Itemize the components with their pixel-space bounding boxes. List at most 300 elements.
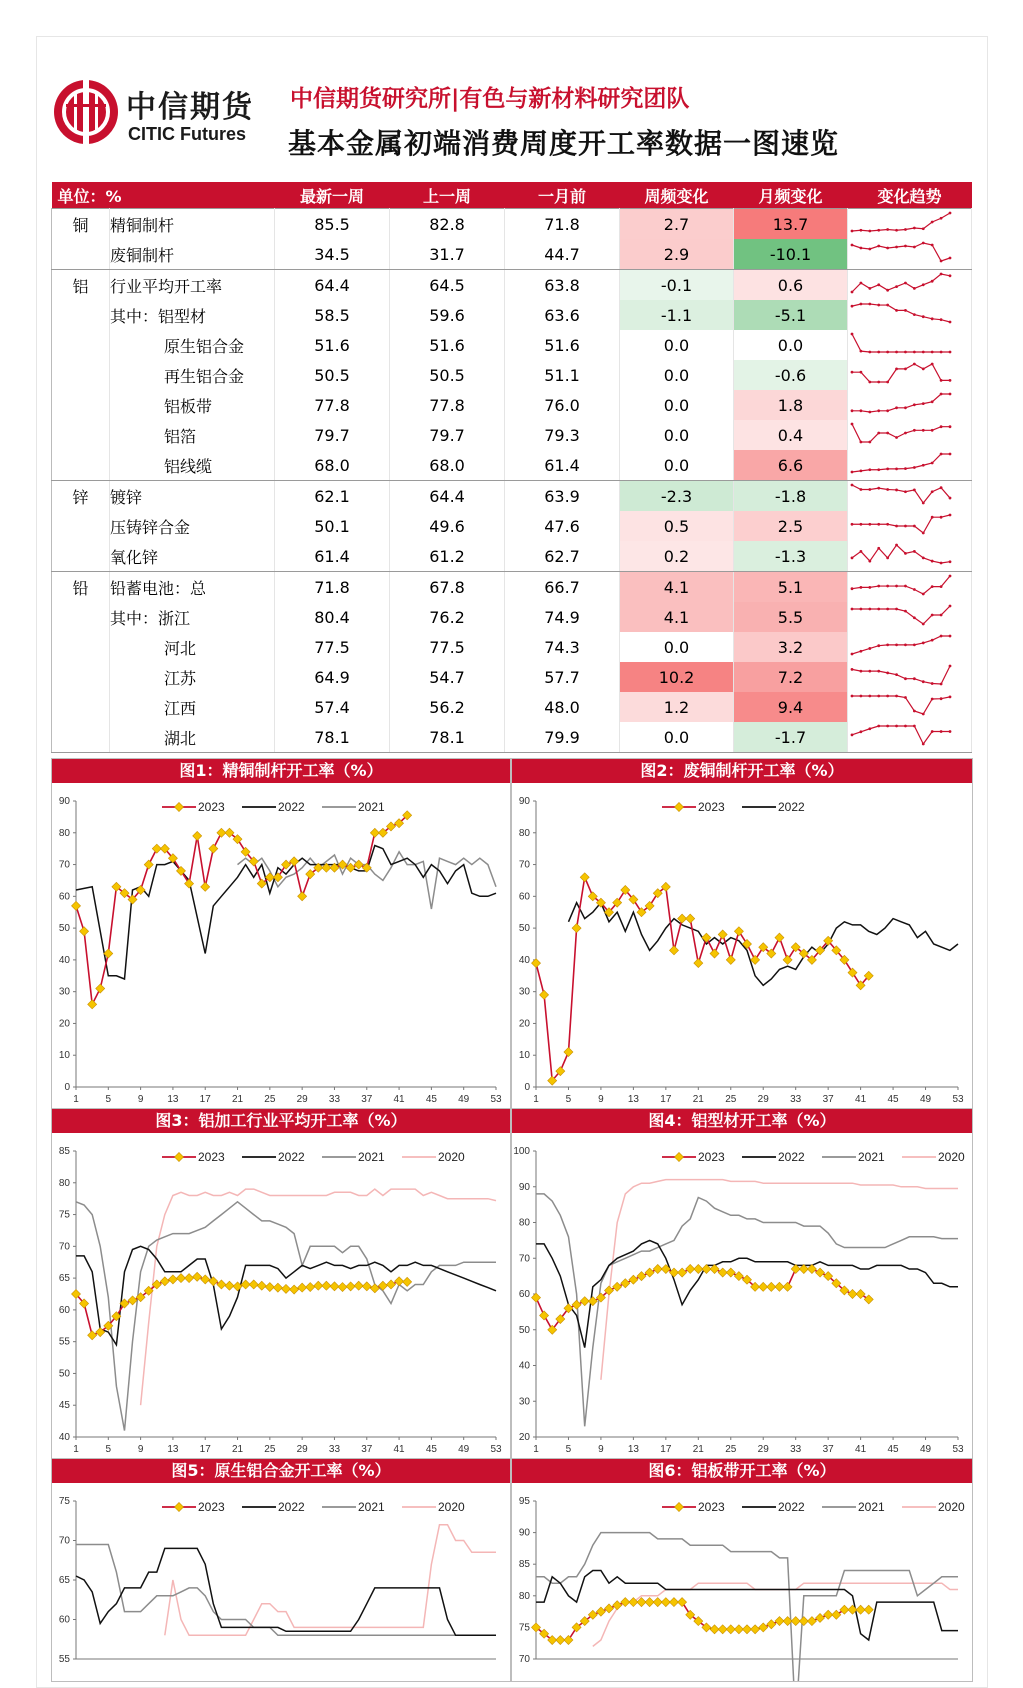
sparkline-point [913,227,916,230]
x-tick-label: 49 [919,1444,932,1455]
sparkline-point [895,285,898,288]
data-point-2023 [209,844,218,853]
sparkline-point [913,725,916,728]
sparkline-point [940,425,943,428]
sparkline-point [860,608,863,611]
y-tick-label: 100 [513,1146,530,1157]
data-point-2023 [775,1282,784,1291]
sparkline-point [931,730,934,733]
sparkline-point [904,351,907,354]
sparkline-point [868,230,871,233]
data-point-2023 [710,949,719,958]
sparkline-point [860,586,863,589]
sparkline-point [931,363,934,366]
sparkline-point [940,635,943,638]
series-line-2022 [76,1548,496,1635]
metal-cell [52,450,110,481]
summary-table [51,182,972,753]
monthly-change-cell: 0.4 [734,420,848,450]
sparkline-point [895,309,898,312]
sparkline-point [868,586,871,589]
sparkline-line [852,696,950,714]
data-point-2023 [694,959,703,968]
sparkline-point [904,228,907,231]
x-tick-label: 41 [855,1094,867,1105]
chart-title: 图2：废铜制杆开工率（%） [512,759,972,783]
data-point-2023 [298,892,307,901]
sparkline [848,450,954,476]
logo-en-text: CITIC Futures [128,124,247,144]
latest-cell: 61.4 [275,541,390,572]
data-point-2023 [775,1617,784,1626]
sparkline-point [886,488,889,491]
sparkline [848,270,954,296]
sparkline-point [949,514,952,517]
prev-cell: 31.7 [390,239,505,270]
sparkline-point [868,647,871,650]
y-tick-label: 70 [518,1253,530,1265]
item-name: 湖北 [164,728,197,748]
legend-label: 2021 [358,1500,385,1514]
weekly-change-cell: 0.0 [620,330,734,360]
header-month: 一月前 [505,182,620,209]
sparkline-point [904,490,907,493]
metal-cell [52,722,110,753]
data-point-2023 [201,1275,210,1284]
table-row [52,722,972,753]
item-name: 铝线缆 [164,456,213,476]
sparkline-line [852,515,950,533]
y-tick-label: 60 [518,891,530,903]
legend-label: 2023 [198,800,225,814]
x-tick-label: 29 [757,1094,769,1105]
x-tick-label: 13 [627,1094,639,1105]
data-point-2023 [346,1282,355,1291]
weekly-change-cell: -1.1 [620,300,734,330]
table-row [52,270,972,301]
prev-cell: 61.2 [390,541,505,572]
item-name: 铝板带 [164,396,213,416]
data-point-2023 [767,1282,776,1291]
prev-cell: 68.0 [390,450,505,481]
monthly-change-cell: -0.6 [734,360,848,390]
sparkline-cell [848,270,972,301]
chart-5 [51,1458,511,1682]
sparkline-line [852,424,950,442]
sparkline-point [949,274,952,277]
month-cell: 63.6 [505,300,620,330]
table-row [52,692,972,722]
data-point-2023 [645,1598,654,1607]
sparkline-point [949,497,952,500]
x-tick-label: 33 [790,1444,802,1455]
sparkline-point [860,350,863,353]
data-point-2023 [645,1268,654,1277]
sparkline-point [851,291,854,294]
sparkline-line [852,334,950,352]
y-tick-label: 0 [524,1082,530,1093]
sparkline-point [940,516,943,519]
sparkline [848,330,954,356]
x-tick-label: 5 [105,1444,112,1455]
item-name-cell [110,481,275,512]
legend-marker [674,802,683,811]
sparkline-point [868,670,871,673]
data-point-2023 [848,968,857,977]
month-cell: 63.8 [505,270,620,301]
sparkline-line [852,274,950,292]
sparkline-point [922,351,925,354]
sparkline-point [940,683,943,686]
x-tick-label: 33 [328,1444,341,1455]
data-point-2023 [840,1605,849,1614]
y-tick-label: 60 [58,891,70,903]
sparkline-point [895,368,898,371]
sparkline-point [904,585,907,588]
month-cell: 48.0 [505,692,620,722]
y-tick-label: 60 [518,1289,530,1300]
metal-cell [52,330,110,360]
data-point-2023 [403,1277,412,1286]
item-name: 废铜制杆 [110,245,175,265]
sparkline [848,722,954,748]
sparkline-point [877,670,880,673]
chart-title: 图4：铝型材开工率（%） [512,1109,972,1133]
monthly-change-cell: 13.7 [734,209,848,240]
sparkline-point [860,488,863,491]
y-tick-label: 80 [58,1177,70,1189]
sparkline-point [851,423,854,426]
data-point-2023 [225,1281,234,1290]
chart-title: 图1：精铜制杆开工率（%） [52,759,510,783]
sparkline-cell [848,632,972,662]
data-point-2023 [653,1598,662,1607]
chart-plot [512,1483,972,1681]
data-point-2023 [362,1282,371,1291]
weekly-change-cell: 0.0 [620,722,734,753]
metal-cell [52,300,110,330]
sparkline-cell [848,541,972,572]
sparkline [848,541,954,567]
sparkline-point [868,488,871,491]
sparkline-point [868,468,871,471]
sparkline-point [922,464,925,467]
prev-cell: 78.1 [390,722,505,753]
sparkline-point [904,696,907,699]
data-point-2023 [856,1289,865,1298]
data-point-2023 [201,882,210,891]
data-point-2023 [848,1289,857,1298]
legend-marker [174,802,183,811]
data-point-2023 [257,1281,266,1290]
item-name-cell [110,239,275,270]
monthly-change-cell: 6.6 [734,450,848,481]
metal-cell [52,420,110,450]
y-tick-label: 50 [518,1324,530,1336]
header-monthly-change: 月频变化 [734,182,848,209]
item-name: 其中：铝型材 [110,306,207,326]
legend-label: 2023 [698,800,725,814]
y-tick-label: 55 [58,1654,70,1665]
series-line-2020 [601,1180,958,1380]
sparkline-point [886,381,889,384]
chart-title: 图5：原生铝合金开工率（%） [52,1459,510,1483]
y-tick-label: 80 [518,1217,530,1229]
sparkline-point [860,650,863,653]
x-tick-label: 25 [264,1444,276,1455]
prev-cell: 56.2 [390,692,505,722]
x-tick-label: 29 [296,1444,308,1455]
sparkline [848,360,954,386]
prev-cell: 54.7 [390,662,505,692]
sparkline-point [931,585,934,588]
weekly-change-cell: 0.0 [620,450,734,481]
sparkline-point [931,614,934,617]
y-tick-label: 10 [518,1050,530,1062]
item-name-cell [110,541,275,572]
table-header-row [52,182,972,209]
item-name-cell [110,270,275,301]
data-point-2023 [759,1282,768,1291]
item-name: 江西 [164,698,197,718]
sparkline-point [931,490,934,493]
table-row [52,511,972,541]
x-tick-label: 45 [887,1094,899,1105]
data-point-2023 [588,1297,597,1306]
data-point-2023 [580,873,589,882]
month-cell: 79.3 [505,420,620,450]
weekly-change-cell: 0.0 [620,632,734,662]
y-tick-label: 10 [58,1050,70,1062]
data-point-2023 [734,927,743,936]
x-tick-label: 33 [328,1094,341,1105]
latest-cell: 57.4 [275,692,390,722]
data-point-2023 [661,1598,670,1607]
x-tick-label: 1 [73,1444,79,1455]
sparkline [848,692,954,718]
legend-label: 2021 [358,1150,385,1164]
item-name: 行业平均开工率 [110,276,223,296]
sparkline-point [940,379,943,382]
sparkline-point [904,309,907,312]
table-row [52,390,972,420]
x-tick-label: 17 [199,1094,211,1105]
weekly-change-cell: 1.2 [620,692,734,722]
sparkline-point [877,523,880,526]
x-tick-label: 37 [361,1444,373,1455]
y-tick-label: 95 [518,1496,530,1507]
data-point-2023 [864,1295,873,1304]
x-tick-label: 9 [137,1444,144,1455]
sparkline-point [949,605,952,608]
sparkline-point [868,608,871,611]
item-name: 其中：浙江 [110,608,191,628]
sparkline-point [851,608,854,611]
y-tick-label: 40 [58,1432,70,1443]
sparkline-point [860,303,863,306]
sparkline-point [895,406,898,409]
sparkline-point [949,212,952,215]
x-tick-label: 37 [822,1094,834,1105]
sparkline-point [886,643,889,646]
series-line-2020 [165,1525,496,1636]
sparkline-point [904,677,907,680]
header-weekly-change: 周频变化 [620,182,734,209]
data-point-2023 [864,1605,873,1614]
data-point-2023 [338,1283,347,1292]
sparkline-point [895,467,898,470]
sparkline-line [852,636,950,654]
latest-cell: 77.8 [275,390,390,420]
x-tick-label: 37 [822,1444,834,1455]
legend-label: 2022 [778,1500,805,1514]
sparkline-point [851,587,854,590]
sparkline-line [852,243,950,261]
y-tick-label: 75 [518,1622,530,1634]
sparkline-cell [848,662,972,692]
sparkline-point [949,560,952,563]
sparkline-point [877,644,880,647]
x-tick-label: 17 [660,1444,672,1455]
x-tick-label: 53 [490,1444,502,1455]
item-name: 精铜制杆 [110,215,175,235]
y-tick-label: 30 [518,986,530,998]
data-point-2023 [791,1617,800,1626]
y-tick-label: 60 [58,1304,70,1316]
item-name-cell [110,722,275,753]
sparkline-point [860,469,863,472]
monthly-change-cell: -10.1 [734,239,848,270]
page-title: 基本金属初端消费周度开工率数据一图速览 [288,127,840,160]
month-cell: 79.9 [505,722,620,753]
weekly-change-cell: 10.2 [620,662,734,692]
legend-marker [674,1502,683,1511]
sparkline-line [852,213,950,231]
data-point-2023 [653,1264,662,1273]
sparkline-point [922,315,925,318]
table-row [52,209,972,240]
sparkline-point [860,282,863,285]
data-point-2023 [330,1282,339,1291]
latest-cell: 64.4 [275,270,390,301]
sparkline-point [860,441,863,444]
sparkline-cell [848,450,972,481]
x-tick-label: 41 [393,1444,405,1455]
data-point-2023 [193,1272,202,1281]
sparkline-point [940,217,943,220]
sparkline-point [860,523,863,526]
x-tick-label: 21 [231,1444,244,1455]
y-tick-label: 45 [58,1400,70,1412]
sparkline [848,662,954,688]
sparkline-point [931,244,934,247]
y-tick-label: 80 [518,827,530,839]
metal-cell [52,239,110,270]
sparkline-point [931,400,934,403]
monthly-change-cell: 1.8 [734,390,848,420]
data-point-2023 [726,1268,735,1277]
sparkline-point [860,409,863,412]
sparkline-point [913,616,916,619]
sparkline-line [852,666,950,684]
weekly-change-cell: -2.3 [620,481,734,512]
sparkline-point [877,304,880,307]
y-tick-label: 90 [518,796,530,807]
monthly-change-cell: -1.7 [734,722,848,753]
latest-cell: 51.6 [275,330,390,360]
sparkline-point [913,677,916,680]
sparkline-line [852,726,950,744]
sparkline-point [860,730,863,733]
data-point-2023 [531,1293,540,1302]
sparkline-point [931,429,934,432]
y-tick-label: 50 [58,1368,70,1380]
sparkline-point [949,351,952,354]
data-point-2023 [629,1275,638,1284]
data-point-2023 [856,1605,865,1614]
sparkline [848,420,954,446]
x-tick-label: 49 [458,1444,470,1455]
sparkline [848,632,954,658]
y-tick-label: 50 [518,923,530,935]
legend-label: 2021 [858,1150,885,1164]
prev-cell: 50.5 [390,360,505,390]
sparkline-point [922,743,925,746]
legend-label: 2021 [358,800,385,814]
sparkline-point [949,425,952,428]
y-tick-label: 80 [518,1590,530,1602]
month-cell: 51.1 [505,360,620,390]
legend-marker [674,1152,683,1161]
sparkline-point [868,523,871,526]
data-point-2023 [751,1625,760,1634]
sparkline [848,481,954,507]
latest-cell: 50.1 [275,511,390,541]
monthly-change-cell: 9.4 [734,692,848,722]
latest-cell: 71.8 [275,572,390,603]
data-point-2023 [540,1311,549,1320]
y-tick-label: 50 [58,923,70,935]
month-cell: 66.7 [505,572,620,603]
data-point-2023 [678,1598,687,1607]
table-row [52,300,972,330]
sparkline-point [860,695,863,698]
sparkline-point [868,411,871,414]
sparkline-point [904,368,907,371]
monthly-change-cell: 3.2 [734,632,848,662]
item-name-cell [110,330,275,360]
legend-label: 2022 [278,800,305,814]
x-tick-label: 25 [725,1444,737,1455]
header-unit: 单位：% [52,182,275,209]
metal-cell [52,692,110,722]
table-row [52,330,972,360]
sparkline-point [851,523,854,526]
y-tick-label: 65 [58,1575,70,1586]
prev-cell: 76.2 [390,602,505,632]
item-name: 镀锌 [110,487,143,507]
data-point-2023 [710,1625,719,1634]
y-tick-label: 90 [518,1181,530,1193]
sparkline-point [868,441,871,444]
table-row [52,662,972,692]
sparkline [848,390,954,416]
sparkline-point [940,730,943,733]
sparkline-point [877,608,880,611]
y-tick-label: 60 [58,1614,70,1626]
sparkline-point [851,230,854,233]
sparkline-point [931,280,934,283]
